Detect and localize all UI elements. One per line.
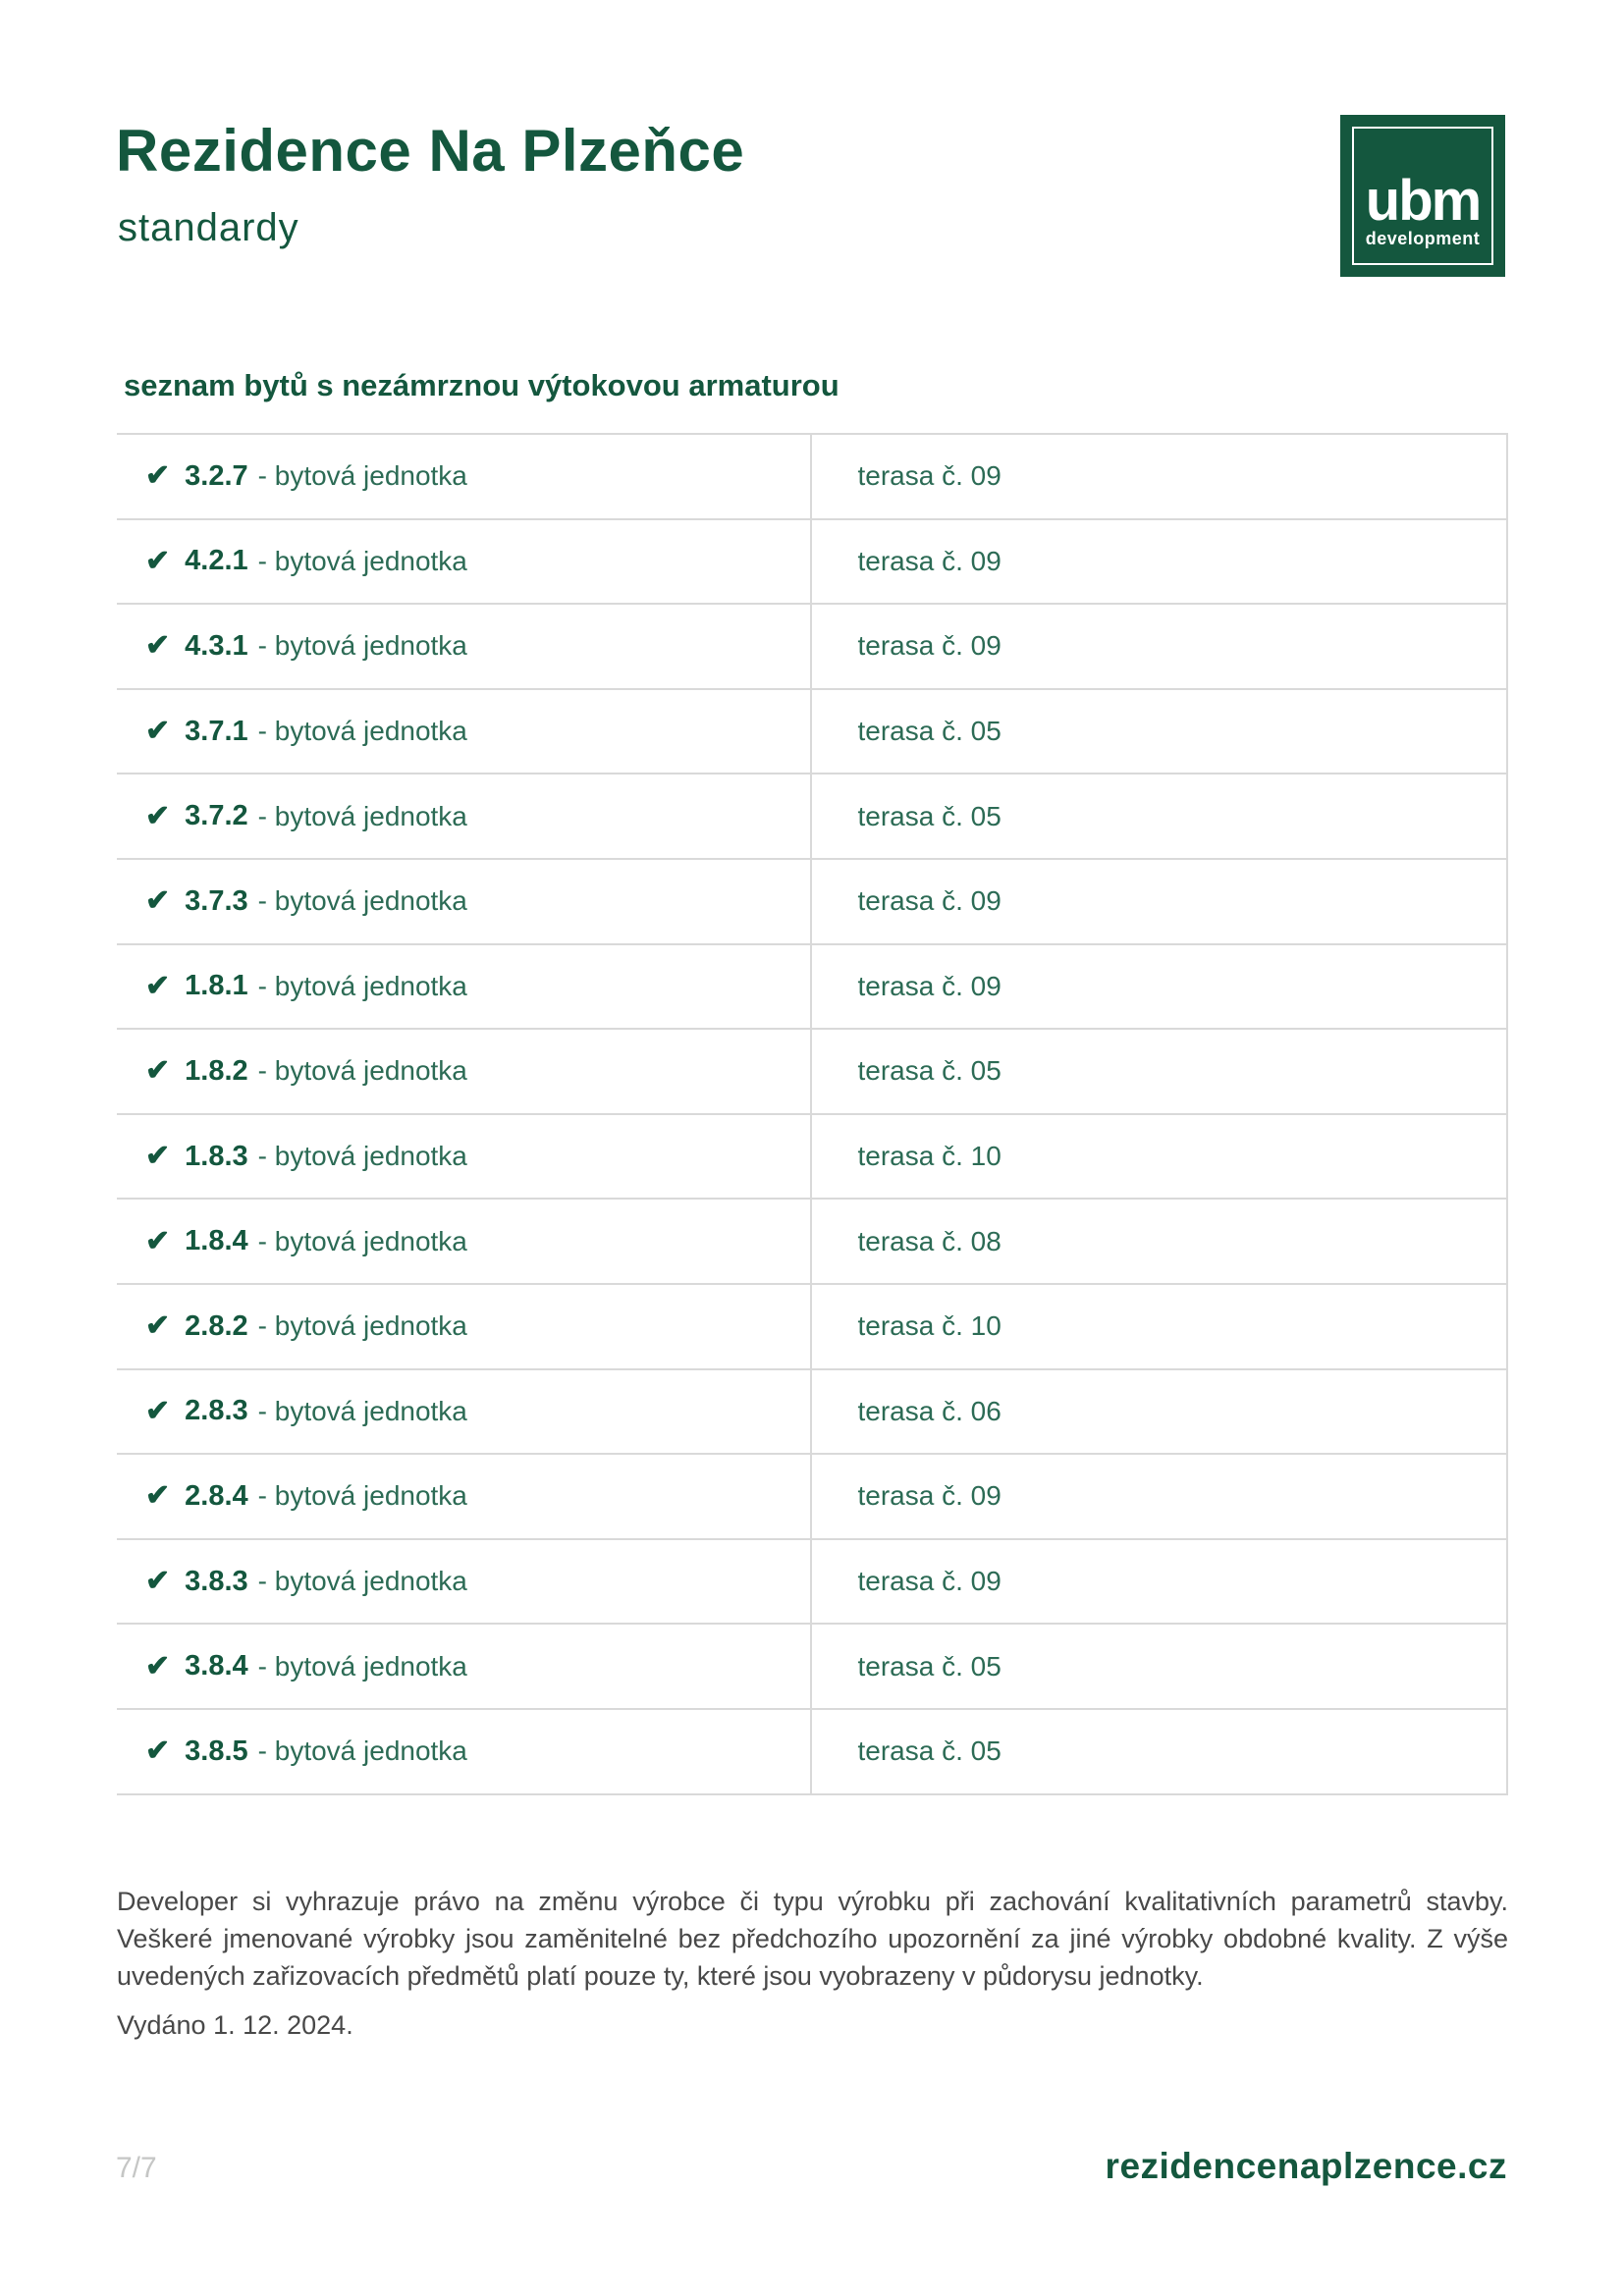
table-row [117, 860, 1506, 945]
unit-cell [117, 1030, 812, 1113]
ubm-logo-frame [1352, 127, 1493, 265]
table-row [117, 605, 1506, 690]
ubm-logo-tagline-text: development [1365, 229, 1481, 248]
unit-cell [117, 1285, 812, 1368]
check-icon: ✔ [145, 1735, 171, 1768]
unit-number: 1.8.1 [185, 970, 248, 1002]
table-row [117, 1710, 1506, 1795]
unit-cell [117, 945, 812, 1029]
unit-number: 3.7.1 [185, 715, 248, 747]
unit-number: 2.8.3 [185, 1395, 248, 1427]
unit-number: 3.8.5 [185, 1735, 248, 1767]
disclaimer-text: Developer si vyhrazuje právo na změnu výrobce či typu výrobku při zachování kvalitativních parametrů stavby. Veškeré jmenované výrobky jsou zaměnitelné bez předchozího upozornění za jiné výrobky obdobné kvality. Z výše uvedených zařizovacích předmětů platí pouze ty, které jsou vyobrazeny v půdorysu jednotky. [117, 1887, 1508, 1991]
unit-number: 2.8.2 [185, 1309, 248, 1342]
section-heading: seznam bytů s nezámrznou výtokovou armaturou [124, 368, 839, 402]
table-row [117, 1285, 1506, 1370]
terrace-cell: terasa č. 10 [857, 1310, 1001, 1342]
unit-label: - bytová jednotka [257, 1480, 467, 1512]
check-icon: ✔ [145, 1140, 171, 1173]
table-row [117, 1115, 1506, 1201]
terrace-cell: terasa č. 05 [857, 1650, 1001, 1682]
unit-cell [117, 1455, 812, 1538]
check-icon: ✔ [145, 1565, 171, 1598]
unit-label: - bytová jednotka [257, 1055, 467, 1087]
check-icon: ✔ [145, 1479, 171, 1513]
table-row [117, 1370, 1506, 1456]
ubm-logo [1340, 115, 1505, 277]
check-icon: ✔ [145, 969, 171, 1002]
table-row [117, 690, 1506, 775]
terrace-cell: terasa č. 09 [857, 1566, 1001, 1597]
check-icon: ✔ [145, 715, 171, 748]
check-icon: ✔ [145, 1649, 171, 1682]
unit-cell [117, 520, 812, 604]
terrace-cell: terasa č. 09 [857, 885, 1001, 917]
table-row [117, 435, 1506, 520]
terrace-cell: terasa č. 08 [857, 1225, 1001, 1256]
unit-cell [117, 1625, 812, 1708]
unit-number: 3.8.3 [185, 1565, 248, 1597]
terrace-cell: terasa č. 05 [857, 716, 1001, 747]
table-row [117, 945, 1506, 1031]
check-icon: ✔ [145, 459, 171, 493]
unit-label: - bytová jednotka [257, 885, 467, 917]
unit-cell [117, 860, 812, 943]
unit-number: 4.3.1 [185, 629, 248, 662]
unit-label: - bytová jednotka [257, 716, 467, 747]
unit-label: - bytová jednotka [257, 1566, 467, 1597]
unit-number: 1.8.3 [185, 1140, 248, 1172]
page-subtitle: standardy [118, 206, 299, 249]
terrace-cell: terasa č. 09 [857, 630, 1001, 662]
unit-number: 4.2.1 [185, 545, 248, 577]
unit-label: - bytová jednotka [257, 545, 467, 576]
terrace-cell: terasa č. 09 [857, 970, 1001, 1001]
unit-cell [117, 690, 812, 774]
terrace-cell: terasa č. 05 [857, 1735, 1001, 1767]
check-icon: ✔ [145, 1054, 171, 1088]
table-row [117, 774, 1506, 860]
units-table [117, 433, 1508, 1795]
table-row [117, 1455, 1506, 1540]
page-number: 7/7 [116, 2152, 157, 2184]
check-icon: ✔ [145, 629, 171, 663]
terrace-cell: terasa č. 09 [857, 545, 1001, 576]
unit-cell [117, 435, 812, 518]
terrace-cell: terasa č. 06 [857, 1395, 1001, 1426]
unit-cell [117, 1370, 812, 1454]
table-row [117, 1540, 1506, 1626]
check-icon: ✔ [145, 1309, 171, 1343]
unit-cell [117, 1710, 812, 1793]
check-icon: ✔ [145, 884, 171, 918]
table-row [117, 1030, 1506, 1115]
terrace-cell: terasa č. 05 [857, 1055, 1001, 1087]
unit-label: - bytová jednotka [257, 1310, 467, 1342]
unit-number: 3.2.7 [185, 459, 248, 492]
issued-date: Vydáno 1. 12. 2024. [117, 2010, 353, 2040]
unit-cell [117, 605, 812, 688]
unit-number: 3.7.3 [185, 884, 248, 917]
unit-cell [117, 1115, 812, 1199]
unit-number: 3.7.2 [185, 800, 248, 832]
page-title: Rezidence Na Plzeňce [116, 118, 745, 184]
check-icon: ✔ [145, 544, 171, 577]
unit-label: - bytová jednotka [257, 630, 467, 662]
terrace-cell: terasa č. 10 [857, 1141, 1001, 1172]
terrace-cell: terasa č. 09 [857, 1480, 1001, 1512]
terrace-cell: terasa č. 05 [857, 800, 1001, 831]
unit-number: 3.8.4 [185, 1650, 248, 1682]
unit-label: - bytová jednotka [257, 1225, 467, 1256]
unit-cell [117, 774, 812, 858]
unit-label: - bytová jednotka [257, 970, 467, 1001]
check-icon: ✔ [145, 799, 171, 832]
unit-label: - bytová jednotka [257, 800, 467, 831]
unit-number: 2.8.4 [185, 1479, 248, 1512]
table-row [117, 520, 1506, 606]
unit-cell [117, 1200, 812, 1283]
website-link[interactable]: rezidencenaplzence.cz [1105, 2146, 1507, 2186]
check-icon: ✔ [145, 1224, 171, 1257]
terrace-cell: terasa č. 09 [857, 460, 1001, 492]
unit-number: 1.8.4 [185, 1225, 248, 1257]
check-icon: ✔ [145, 1394, 171, 1427]
unit-label: - bytová jednotka [257, 1735, 467, 1767]
unit-label: - bytová jednotka [257, 1650, 467, 1682]
unit-label: - bytová jednotka [257, 1395, 467, 1426]
table-row [117, 1200, 1506, 1285]
ubm-logo-brand-text: ubm [1365, 168, 1481, 233]
unit-cell [117, 1540, 812, 1624]
unit-label: - bytová jednotka [257, 460, 467, 492]
unit-label: - bytová jednotka [257, 1141, 467, 1172]
unit-number: 1.8.2 [185, 1054, 248, 1087]
table-row [117, 1625, 1506, 1710]
